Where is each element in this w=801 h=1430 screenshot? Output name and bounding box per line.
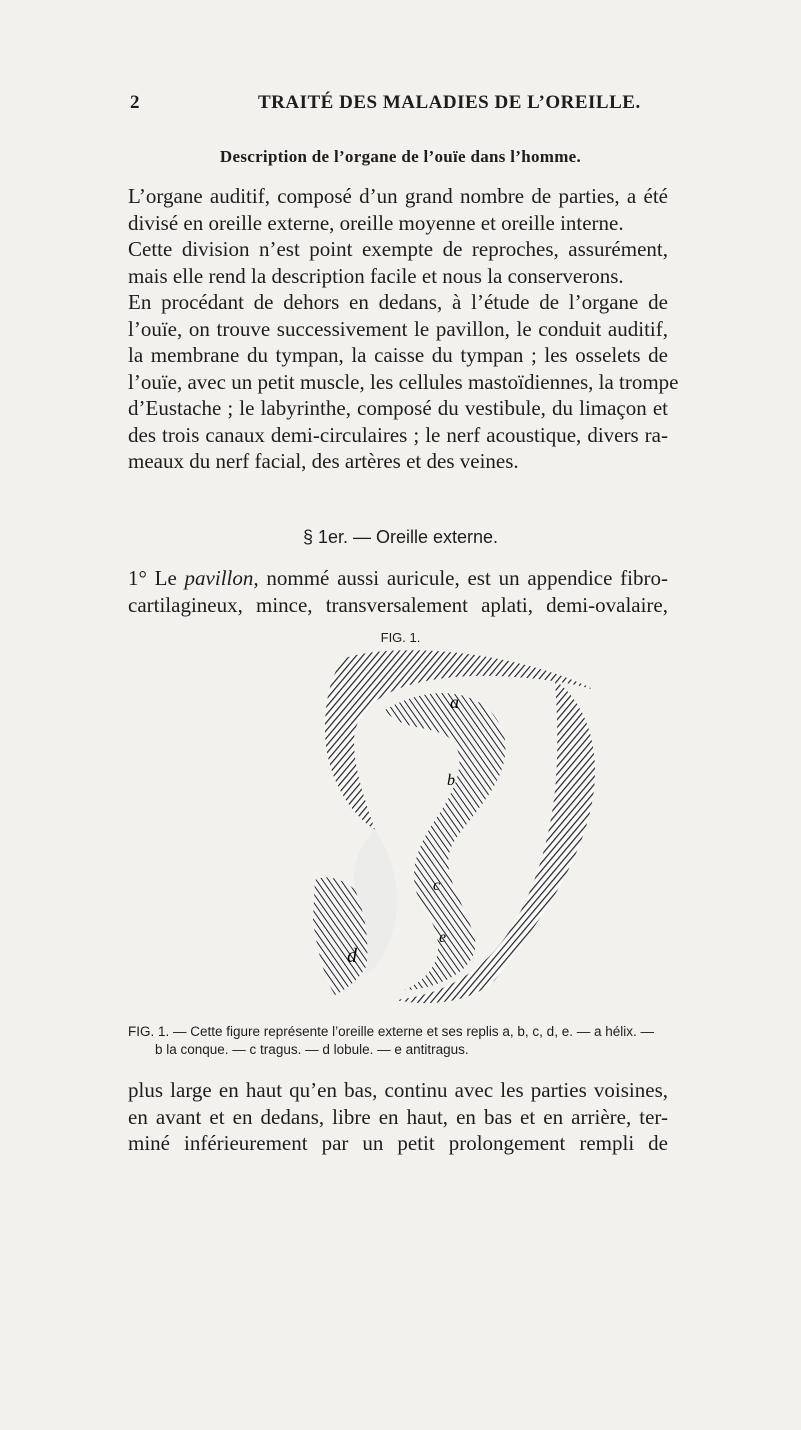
text-line: divisé en oreille externe, oreille moyenne et oreille interne. bbox=[128, 210, 624, 235]
text-line: Cette division n’est point exempte de reproches, assurément, bbox=[128, 237, 668, 261]
label-d: d bbox=[347, 945, 357, 967]
text-line bbox=[128, 565, 668, 592]
page-number: 2 bbox=[130, 92, 140, 113]
pavillon-paragraph bbox=[128, 565, 668, 618]
intro-paragraph bbox=[128, 183, 679, 475]
ear-illustration bbox=[295, 650, 635, 1010]
running-title: TRAITÉ DES MALADIES DE L’OREILLE. bbox=[258, 92, 641, 113]
subsection-heading: § 1er. — Oreille externe. bbox=[302, 527, 499, 547]
text-line: la membrane du tympan, la caisse du tympan ; les osselets de bbox=[128, 343, 668, 367]
label-e: e bbox=[439, 929, 447, 946]
term-pavillon: pavillon, bbox=[184, 566, 259, 590]
text-line: en avant et en dedans, libre en haut, en bas et en arrière, ter- bbox=[128, 1104, 668, 1129]
caption-line: b la conque. — c tragus. — d lobule. — e antitragus. bbox=[155, 1042, 469, 1057]
text-line: des trois canaux demi-circulaires ; le nerf acoustique, divers ra- bbox=[128, 422, 668, 447]
text-line: plus large en haut qu’en bas, continu avec les parties voisines, bbox=[128, 1078, 668, 1102]
label-a: a bbox=[450, 692, 459, 712]
text-line: meaux du nerf facial, des artères et des veines. bbox=[128, 449, 519, 473]
text-line: L’organe auditif, composé d’un grand nombre de parties, a été bbox=[128, 184, 668, 208]
text-line: miné inférieurement par un petit prolongement rempli de bbox=[128, 1131, 668, 1155]
text-line: l’ouïe, avec un petit muscle, les cellules mastoïdiennes, la trompe bbox=[128, 369, 679, 394]
label-c: c bbox=[433, 877, 441, 894]
para-prefix: 1° Le bbox=[128, 566, 185, 590]
text-line: En procédant de dehors en dedans, à l’étude de l’organe de bbox=[128, 290, 668, 314]
text-line: mais elle rend la description facile et nous la conserverons. bbox=[128, 263, 624, 288]
text-line: d’Eustache ; le labyrinthe, composé du vestibule, du limaçon et bbox=[128, 396, 668, 420]
label-b: b bbox=[447, 772, 455, 789]
figure-label: FIG. 1. bbox=[380, 630, 421, 645]
section-title: Description de l’organe de l’ouïe dans l’homme. bbox=[219, 147, 582, 166]
text-line: l’ouïe, on trouve successivement le pavillon, le conduit auditif, bbox=[128, 316, 668, 341]
line-rest: nommé aussi auricule, est un appendice fibro- bbox=[258, 566, 668, 590]
text-line: cartilagineux, mince, transversalement aplati, demi-ovalaire, bbox=[128, 592, 668, 617]
continuation-paragraph bbox=[128, 1077, 668, 1157]
caption-line: FIG. 1. — Cette figure représente l’oreille externe et ses replis a, b, c, d, e. — a hélix. — bbox=[128, 1024, 654, 1039]
figure-caption bbox=[128, 1023, 668, 1059]
